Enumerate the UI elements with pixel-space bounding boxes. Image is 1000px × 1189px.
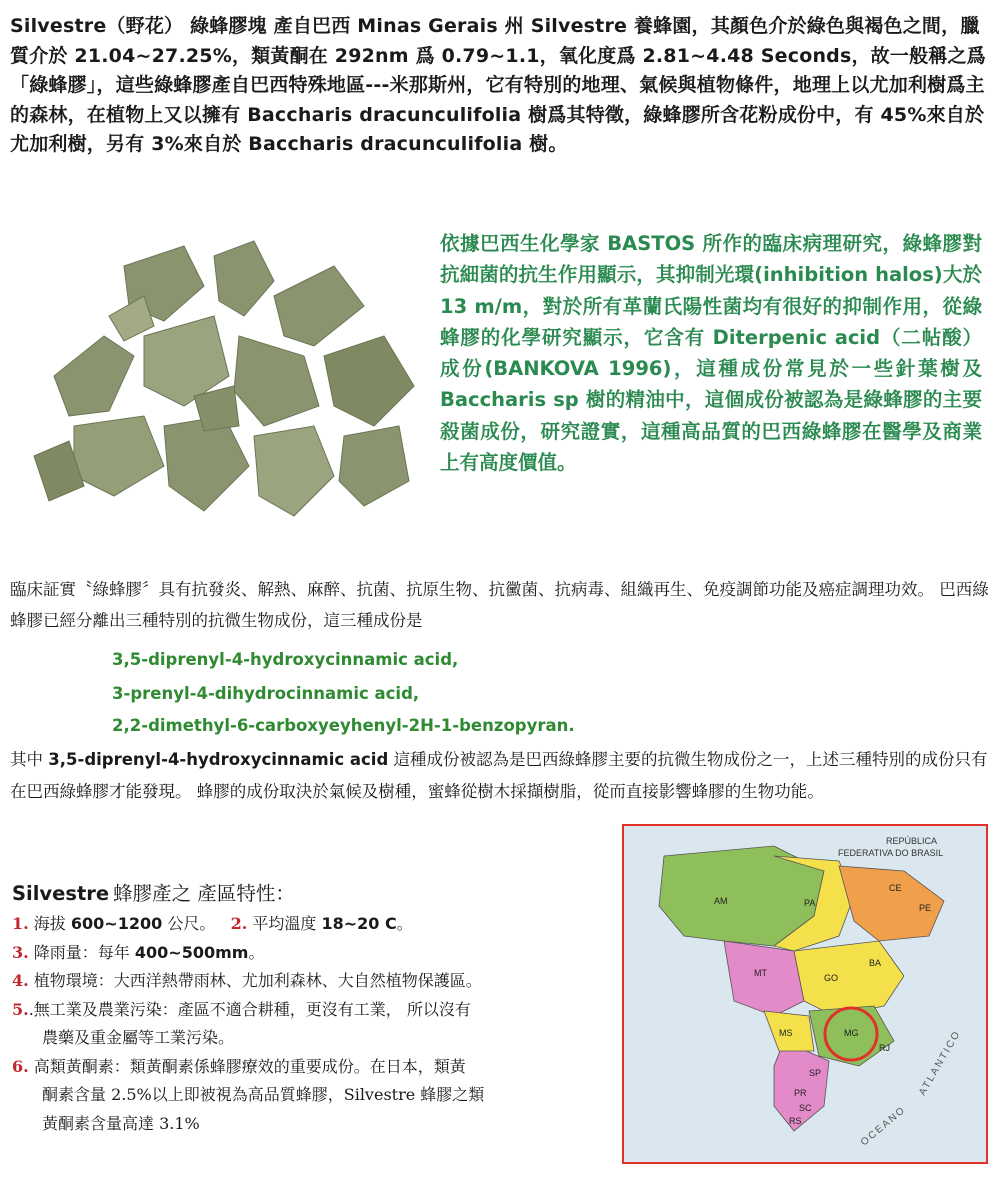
brazil-map: [622, 824, 988, 1164]
discussion-prefix: 其中: [10, 750, 49, 769]
region-title-rest: 蜂膠產之 產區特性：: [113, 882, 295, 905]
compound-item: 2,2-dimethyl-6-carboxyeyhenyl-2H-1-benzopyran.: [112, 716, 575, 735]
propolis-photo: [14, 226, 426, 526]
state-label: MG: [844, 1028, 859, 1038]
state-label: SP: [809, 1068, 822, 1078]
feature-value: 400~500mm: [134, 942, 249, 962]
research-paragraph: 依據巴西生化學家 BASTOS 所作的臨床病理研究，綠蜂膠對抗細菌的抗生作用顯示，其抑制光環(inhibition halos)大於 13 m/m，對於所有革蘭氏陽性菌均有很好的抑制作用，從綠蜂膠的化學研究顯示，它含有 Diterpenic acid（二帖酸）成份(BANKOVA 1996)，這種成份常見於一些針葉樹及 Baccharis sp 樹的精油中，這個成份被認為是綠蜂膠的主要殺菌成份，研究證實，這種高品質的巴西綠蜂膠在醫學及商業上有高度價值。: [440, 232, 982, 475]
feature-label: 平均溫度: [252, 914, 322, 933]
feature-number: 6.: [12, 1056, 29, 1076]
feature-number: 5.: [12, 999, 29, 1019]
region-title: [12, 878, 295, 906]
state-label: MS: [779, 1028, 793, 1038]
feature-row-5-cont: 農藥及重金屬等工業污染。: [42, 1028, 235, 1047]
state-label: SC: [799, 1103, 812, 1113]
discussion-paragraph: [10, 744, 995, 807]
compound-item: 3,5-diprenyl-4-hydroxycinnamic acid,: [112, 650, 459, 669]
feature-text: 植物環境：大西洋熱帶雨林、尤加利森林、大自然植物保護區。: [33, 971, 482, 990]
ocean-label-oceano: OCEANO: [858, 1104, 909, 1149]
region-title-brand: Silvestre: [12, 882, 110, 905]
region-feature-list: [12, 910, 612, 1138]
compound-item: 3-prenyl-4-dihydrocinnamic acid,: [112, 684, 420, 703]
feature-label: 降雨量：每年: [33, 942, 135, 962]
state-label: PA: [804, 898, 816, 908]
feature-value: 600~1200: [70, 914, 163, 933]
feature-text: 高類黃酮素：類黃酮素係蜂膠療效的重要成份。在日本，類黃: [33, 1056, 466, 1076]
state-label: CE: [889, 883, 902, 893]
region-mt: [724, 941, 804, 1016]
state-label: RS: [789, 1116, 802, 1126]
feature-row-4: [12, 967, 612, 996]
feature-number: 3.: [12, 942, 29, 962]
feature-unit: 。: [396, 914, 413, 933]
feature-row-6: [12, 1053, 612, 1082]
state-label: PR: [794, 1088, 807, 1098]
feature-number: 4.: [12, 971, 29, 990]
discussion-compound: 3,5-diprenyl-4-hydroxycinnamic acid: [48, 750, 389, 769]
feature-value: 18~20 C: [321, 914, 397, 933]
state-label: RJ: [879, 1043, 890, 1053]
feature-unit: 。: [248, 942, 265, 962]
map-title-line1: REPÚBLICA: [886, 836, 938, 846]
feature-row-1-2: [12, 910, 612, 939]
ocean-label-atlantic: ATLANTICO: [917, 1028, 964, 1098]
intro-paragraph: Silvestre（野花） 綠蜂膠塊 產自巴西 Minas Gerais 州 Silvestre 養蜂園，其顏色介於綠色與褐色之間，臘質介於 21.04~27.25%，類黃酮在 292nm 爲 0.79~1.1，氧化度爲 2.81~4.48 Seconds，故一般稱之爲「綠蜂膠」，這些綠蜂膠產自巴西特殊地區---米那斯州，它有特別的地理、氣候與植物條件，地理上以尤加利樹爲主的森林，在植物上又以擁有 Baccharis dracunculifolia 樹爲其特徵，綠蜂膠所含花粉成份中，有 45%來自於尤加利樹，另有 3%來自於 Baccharis dracunculifolia 樹。: [10, 15, 986, 156]
state-label: MT: [754, 968, 767, 978]
feature-row-5: [12, 996, 612, 1025]
state-label: BA: [869, 958, 882, 968]
feature-row-6-cont2: 黃酮素含量高達 3.1%: [42, 1113, 200, 1133]
feature-label: 海拔: [33, 914, 71, 933]
feature-number: 2.: [230, 914, 248, 933]
feature-row-3: [12, 939, 612, 968]
state-label: AM: [714, 896, 728, 906]
region-go-ba: [794, 941, 904, 1016]
feature-row-6-cont: 酮素含量 2.5%以上即被視為高品質蜂膠，Silvestre 蜂膠之類: [42, 1085, 485, 1104]
feature-text: .無工業及農業污染：產區不適合耕種，更沒有工業， 所以沒有: [28, 999, 471, 1019]
clinical-paragraph: 臨床証實〝綠蜂膠〞具有抗發炎、解熱、麻醉、抗菌、抗原生物、抗黴菌、抗病毒、組織再生、免疫調節功能及癌症調理功效。 巴西綠蜂膠已經分離出三種特別的抗微生物成份，這三種成份是: [10, 580, 989, 630]
feature-unit: 公尺。: [162, 914, 216, 933]
map-title-line2: FEDERATIVA DO BRASIL: [838, 848, 944, 858]
discussion-text: 這種成份被認為是巴西綠蜂膠主要的抗微生物成份之一，上述三種特別的成份只有在巴西綠蜂膠才能發現。 蜂膠的成份取決於氣候及樹種，蜜蜂從樹木採擷樹脂，從而直接影響蜂膠的生物功能。: [10, 750, 988, 801]
state-label: PE: [919, 903, 932, 913]
feature-number: 1.: [12, 914, 29, 933]
state-label: GO: [824, 973, 839, 983]
